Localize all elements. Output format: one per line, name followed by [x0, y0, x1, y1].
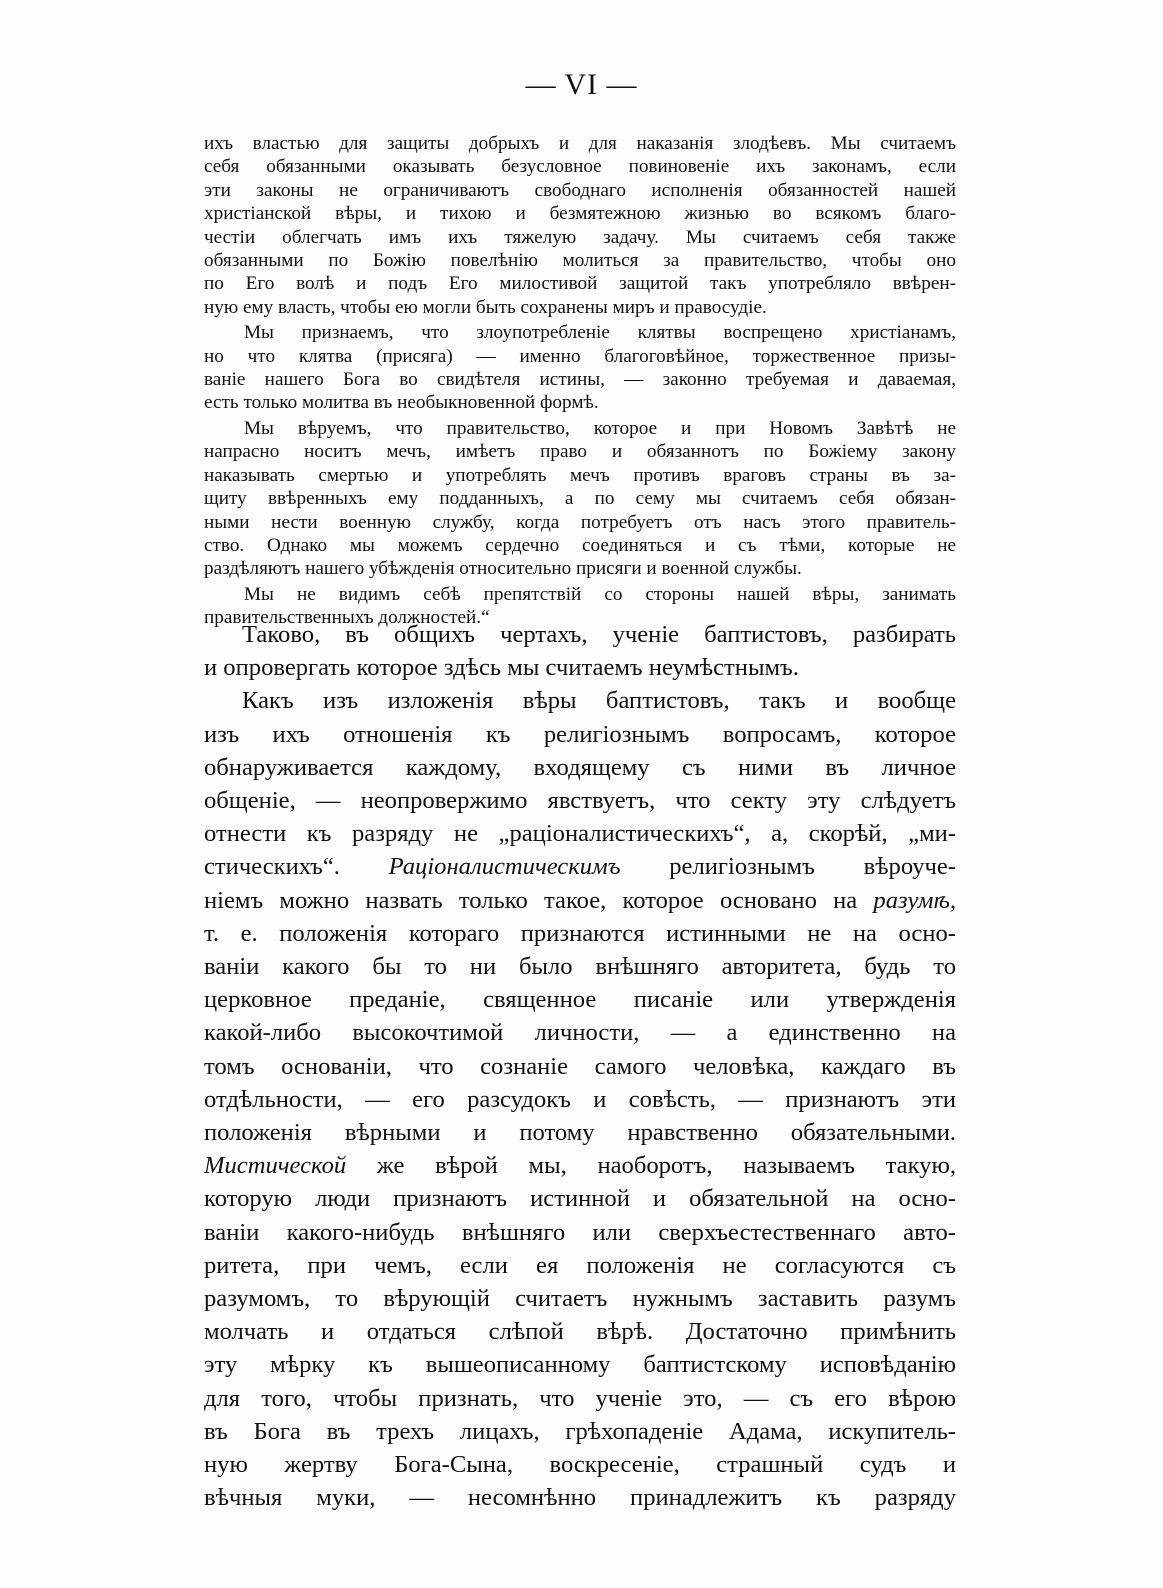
body-line: разумомъ, то вѣрующій считаетъ нужнымъ заставить разумъ	[204, 1285, 956, 1313]
body-line: отдѣльности, — его разсудокъ и совѣсть, — признаютъ эти	[204, 1085, 956, 1113]
quote-line: Мы признаемъ, что злоупотребленіе клятвы воспрещено христіанамъ,	[244, 322, 956, 344]
quote-line: ную ему власть, чтобы ею могли быть сохранены миръ и правосудіе.	[204, 296, 767, 318]
body-line: томъ основаніи, что сознаніе самого человѣка, каждаго въ	[204, 1052, 956, 1080]
body-line: въ Бога въ трехъ лицахъ, грѣхопаденіе Адама, искупитель-	[204, 1417, 956, 1445]
body-line: обнаруживается каждому, входящему съ ними въ личное	[204, 753, 956, 781]
body-line: и опровергать которое здѣсь мы считаемъ неумѣстнымъ.	[204, 654, 799, 682]
body-line: Таково, въ общихъ чертахъ, ученіе баптистовъ, разбирать	[242, 621, 956, 648]
quote-line: Мы вѣруемъ, что правительство, которое и при Новомъ Завѣтѣ не	[244, 417, 956, 439]
body-line	[204, 884, 956, 917]
body-line	[204, 850, 956, 883]
quote-line: Мы не видимъ себѣ препятствій со стороны нашей вѣры, занимать	[244, 583, 956, 605]
body-line	[204, 1149, 956, 1182]
quote-paragraph	[204, 417, 956, 581]
quote-line: христіанской вѣры, и тихою и безмятежною жизнью во всякомъ благо-	[204, 203, 956, 225]
body-line: церковное преданіе, священное писаніе или утвержденія	[204, 986, 956, 1014]
body-line: положенія вѣрными и потому нравственно обязательными.	[204, 1119, 956, 1147]
italic-term: Раціоналистическимъ	[388, 853, 621, 881]
quote-line: напрасно носитъ мечъ, имѣетъ право и обязаннотъ по Божіему закону	[204, 441, 956, 463]
quote-paragraph	[204, 132, 956, 319]
quote-line: есть только молитва въ необыкновенной формѣ.	[204, 392, 599, 414]
quote-line: ваніе нашего Бога во свидѣтеля истины, — законно требуемая и даваемая,	[204, 369, 956, 391]
body-line: ваніи какого-нибудь внѣшняго или сверхъестественнаго авто-	[204, 1218, 956, 1246]
quote-line: эти законы не ограничиваютъ свободнаго исполненія обязанностей нашей	[204, 179, 956, 201]
quote-line: раздѣляютъ нашего убѣжденія относительно присяги и военной службы.	[204, 558, 802, 580]
italic-term: Мистической	[204, 1152, 347, 1180]
body-text: религіознымъ вѣроуче-	[620, 853, 956, 881]
body-line: отнести къ разряду не „раціоналистическихъ“, а, скорѣй, „ми-	[204, 820, 956, 848]
quote-line: ными нести военную службу, когда потребуетъ отъ насъ этого правитель-	[204, 511, 956, 533]
body-line: т. е. положенія котораго признаются истинными не на осно-	[204, 919, 956, 947]
body-line: изъ ихъ отношенія къ религіознымъ вопросамъ, которое	[204, 720, 956, 748]
body-text: же вѣрой мы, наоборотъ, называемъ такую,	[346, 1152, 956, 1180]
body-text: ніемъ можно назвать только такое, которое основано на	[204, 886, 874, 914]
quote-line: по Его волѣ и подъ Его милостивой защитой такъ употребляло ввѣрен-	[204, 273, 956, 295]
main-text	[204, 618, 956, 1514]
body-line: ритета, при чемъ, если ея положенія не согласуются съ	[204, 1251, 956, 1279]
quoted-confession-text	[204, 132, 956, 630]
quote-line: обязанными по Божію повелѣнію молиться за правительство, чтобы оно	[204, 250, 956, 272]
quote-paragraph	[204, 321, 956, 415]
page-number: — VI —	[525, 68, 638, 101]
body-line: какой-либо высокочтимой личности, — а единственно на	[204, 1019, 956, 1047]
body-line: молчать и отдаться слѣпой вѣрѣ. Достаточно примѣнить	[204, 1318, 956, 1346]
quote-line: щиту ввѣренныхъ ему подданныхъ, а по сему мы считаемъ себя обязан-	[204, 488, 956, 510]
body-line: Какъ изъ изложенія вѣры баптистовъ, такъ и вообще	[242, 687, 956, 715]
quote-line: себя обязанными оказывать безусловное повиновеніе ихъ законамъ, если	[204, 156, 956, 178]
body-text: стическихъ“.	[204, 853, 389, 881]
quote-line: правительственныхъ должностей.“	[204, 607, 490, 629]
body-line: ную жертву Бога-Сына, воскресеніе, страшный судъ и	[204, 1451, 956, 1479]
quote-line: но что клятва (присяга) — именно благоговѣйное, торжественное призы-	[204, 345, 956, 367]
italic-term: разумѣ,	[873, 886, 956, 914]
quote-line: ство. Однако мы можемъ сердечно соединяться и съ тѣми, которые не	[204, 534, 956, 556]
quote-line: наказывать смертью и употреблять мечъ противъ враговъ страны въ за-	[204, 464, 956, 486]
body-line: ваніи какого бы то ни было внѣшняго авторитета, будь то	[204, 953, 956, 981]
body-line: которую люди признаютъ истинной и обязательной на осно-	[204, 1185, 956, 1213]
body-line: общеніе, — неопровержимо явствуетъ, что секту эту слѣдуетъ	[204, 787, 956, 815]
quote-line: честіи облегчать имъ ихъ тяжелую задачу. Мы считаемъ себя также	[204, 226, 956, 248]
body-line: эту мѣрку къ вышеописанному баптистскому исповѣданію	[204, 1351, 956, 1379]
body-line: для того, чтобы признать, что ученіе это, — съ его вѣрою	[204, 1384, 956, 1412]
body-line: вѣчныя муки, — несомнѣнно принадлежитъ къ разряду	[204, 1484, 956, 1512]
quote-line: ихъ властью для защиты добрыхъ и для наказанія злодѣевъ. Мы считаемъ	[204, 133, 956, 154]
